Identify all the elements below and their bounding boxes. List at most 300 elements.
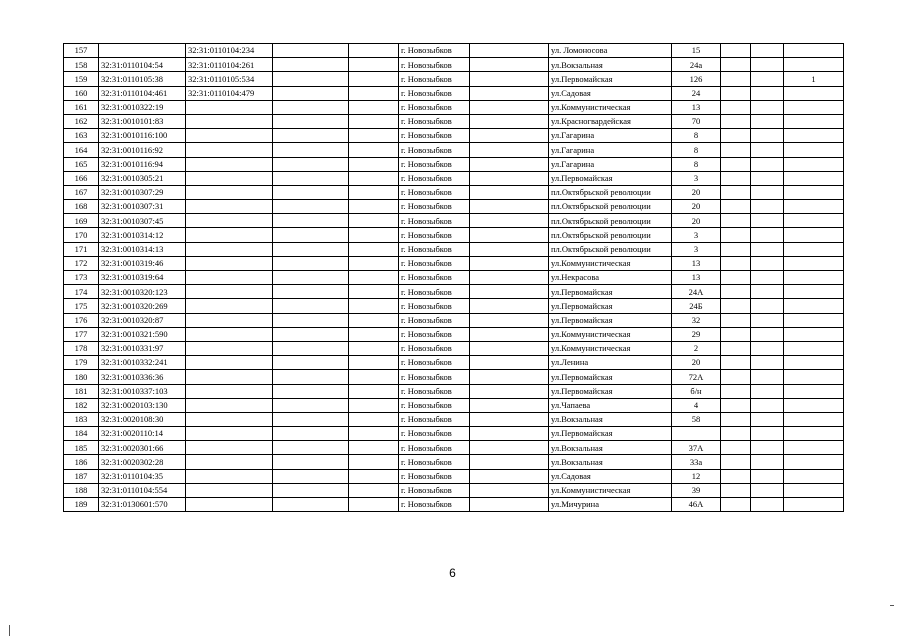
empty-cell xyxy=(349,271,399,285)
street-cell: ул.Мичурина xyxy=(549,498,672,512)
city-cell: г. Новозыбков xyxy=(399,313,470,327)
cadastral-number-2-cell xyxy=(186,427,273,441)
empty-cell xyxy=(470,72,549,86)
city-cell: г. Новозыбков xyxy=(399,370,470,384)
empty-cell xyxy=(349,412,399,426)
table-row xyxy=(64,157,844,171)
empty-cell xyxy=(349,100,399,114)
table-row xyxy=(64,256,844,270)
empty-cell xyxy=(470,185,549,199)
house-number-cell: 46А xyxy=(672,498,721,512)
table-row xyxy=(64,200,844,214)
row-number-cell: 174 xyxy=(64,285,99,299)
empty-cell xyxy=(721,412,751,426)
cadastral-number-2-cell xyxy=(186,129,273,143)
row-number-cell: 163 xyxy=(64,129,99,143)
empty-cell xyxy=(470,327,549,341)
empty-cell xyxy=(470,299,549,313)
cadastral-number-2-cell xyxy=(186,185,273,199)
extra-cell xyxy=(784,114,844,128)
empty-cell xyxy=(273,327,349,341)
empty-cell xyxy=(349,58,399,72)
street-cell: пл.Октябрьской революции xyxy=(549,185,672,199)
table-row xyxy=(64,455,844,469)
row-number-cell: 178 xyxy=(64,341,99,355)
city-cell: г. Новозыбков xyxy=(399,498,470,512)
empty-cell xyxy=(349,200,399,214)
house-number-cell: 3 xyxy=(672,171,721,185)
cadastral-number-cell: 32:31:0110104:461 xyxy=(99,86,186,100)
house-number-cell: 72А xyxy=(672,370,721,384)
table-row xyxy=(64,271,844,285)
city-cell: г. Новозыбков xyxy=(399,469,470,483)
street-cell: ул.Садовая xyxy=(549,86,672,100)
row-number-cell: 183 xyxy=(64,412,99,426)
extra-cell xyxy=(784,341,844,355)
empty-cell xyxy=(349,455,399,469)
empty-cell xyxy=(721,171,751,185)
row-number-cell: 170 xyxy=(64,228,99,242)
row-number-cell: 157 xyxy=(64,44,99,58)
table-row xyxy=(64,441,844,455)
row-number-cell: 158 xyxy=(64,58,99,72)
house-number-cell: 12 xyxy=(672,469,721,483)
cadastral-number-2-cell xyxy=(186,271,273,285)
empty-cell xyxy=(470,100,549,114)
empty-cell xyxy=(721,114,751,128)
row-number-cell: 169 xyxy=(64,214,99,228)
row-number-cell: 165 xyxy=(64,157,99,171)
house-number-cell: 24А xyxy=(672,285,721,299)
table-row xyxy=(64,171,844,185)
table-row xyxy=(64,356,844,370)
extra-cell xyxy=(784,441,844,455)
empty-cell xyxy=(751,427,784,441)
table-row xyxy=(64,299,844,313)
cadastral-number-2-cell xyxy=(186,242,273,256)
cadastral-number-cell: 32:31:0010101:83 xyxy=(99,114,186,128)
city-cell: г. Новозыбков xyxy=(399,171,470,185)
street-cell: пл.Октябрьской революции xyxy=(549,228,672,242)
empty-cell xyxy=(721,271,751,285)
house-number-cell xyxy=(672,427,721,441)
house-number-cell: 24а xyxy=(672,58,721,72)
city-cell: г. Новозыбков xyxy=(399,185,470,199)
city-cell: г. Новозыбков xyxy=(399,143,470,157)
city-cell: г. Новозыбков xyxy=(399,483,470,497)
empty-cell xyxy=(349,143,399,157)
cadastral-number-2-cell xyxy=(186,498,273,512)
house-number-cell: 33а xyxy=(672,455,721,469)
empty-cell xyxy=(273,143,349,157)
cadastral-number-cell: 32:31:0110105:38 xyxy=(99,72,186,86)
empty-cell xyxy=(721,370,751,384)
empty-cell xyxy=(470,412,549,426)
cadastral-number-cell: 32:31:0010307:45 xyxy=(99,214,186,228)
empty-cell xyxy=(349,242,399,256)
cadastral-number-cell: 32:31:0010321:590 xyxy=(99,327,186,341)
empty-cell xyxy=(470,256,549,270)
empty-cell xyxy=(470,242,549,256)
empty-cell xyxy=(721,441,751,455)
row-number-cell: 179 xyxy=(64,356,99,370)
house-number-cell: 3 xyxy=(672,228,721,242)
table-row xyxy=(64,100,844,114)
empty-cell xyxy=(349,256,399,270)
row-number-cell: 160 xyxy=(64,86,99,100)
empty-cell xyxy=(349,285,399,299)
empty-cell xyxy=(751,129,784,143)
cadastral-number-cell: 32:31:0010332:241 xyxy=(99,356,186,370)
row-number-cell: 181 xyxy=(64,384,99,398)
row-number-cell: 176 xyxy=(64,313,99,327)
row-number-cell: 172 xyxy=(64,256,99,270)
empty-cell xyxy=(721,44,751,58)
extra-cell xyxy=(784,129,844,143)
street-cell: ул.Вокзальная xyxy=(549,412,672,426)
table-row xyxy=(64,384,844,398)
city-cell: г. Новозыбков xyxy=(399,412,470,426)
empty-cell xyxy=(273,58,349,72)
empty-cell xyxy=(751,412,784,426)
cadastral-number-2-cell xyxy=(186,370,273,384)
cadastral-number-cell: 32:31:0110104:35 xyxy=(99,469,186,483)
table-row xyxy=(64,498,844,512)
empty-cell xyxy=(273,214,349,228)
street-cell: ул.Коммунистическая xyxy=(549,327,672,341)
cadastral-number-cell: 32:31:0010320:269 xyxy=(99,299,186,313)
empty-cell xyxy=(470,498,549,512)
extra-cell xyxy=(784,100,844,114)
table-body xyxy=(64,44,844,512)
empty-cell xyxy=(751,86,784,100)
city-cell: г. Новозыбков xyxy=(399,242,470,256)
city-cell: г. Новозыбков xyxy=(399,129,470,143)
city-cell: г. Новозыбков xyxy=(399,256,470,270)
table-row xyxy=(64,72,844,86)
street-cell: ул.Вокзальная xyxy=(549,58,672,72)
cadastral-number-2-cell: 32:31:0110105:534 xyxy=(186,72,273,86)
empty-cell xyxy=(273,129,349,143)
empty-cell xyxy=(721,100,751,114)
empty-cell xyxy=(273,483,349,497)
cadastral-number-cell: 32:31:0010307:29 xyxy=(99,185,186,199)
registry-table xyxy=(63,43,844,512)
empty-cell xyxy=(721,143,751,157)
city-cell: г. Новозыбков xyxy=(399,356,470,370)
street-cell: ул.Первомайская xyxy=(549,285,672,299)
empty-cell xyxy=(470,271,549,285)
empty-cell xyxy=(349,498,399,512)
cadastral-number-2-cell xyxy=(186,341,273,355)
empty-cell xyxy=(470,114,549,128)
table-row xyxy=(64,285,844,299)
empty-cell xyxy=(751,313,784,327)
empty-cell xyxy=(721,398,751,412)
house-number-cell: 13 xyxy=(672,271,721,285)
empty-cell xyxy=(751,171,784,185)
house-number-cell: 3 xyxy=(672,242,721,256)
extra-cell xyxy=(784,214,844,228)
extra-cell xyxy=(784,242,844,256)
street-cell: ул.Чапаева xyxy=(549,398,672,412)
empty-cell xyxy=(349,469,399,483)
house-number-cell: 8 xyxy=(672,157,721,171)
street-cell: ул.Некрасова xyxy=(549,271,672,285)
empty-cell xyxy=(470,427,549,441)
empty-cell xyxy=(721,498,751,512)
table-row xyxy=(64,44,844,58)
house-number-cell: 24 xyxy=(672,86,721,100)
table-row xyxy=(64,483,844,497)
city-cell: г. Новозыбков xyxy=(399,427,470,441)
city-cell: г. Новозыбков xyxy=(399,271,470,285)
cadastral-number-2-cell xyxy=(186,114,273,128)
street-cell: ул.Красногвардейская xyxy=(549,114,672,128)
empty-cell xyxy=(349,214,399,228)
street-cell: ул.Коммунистическая xyxy=(549,341,672,355)
empty-cell xyxy=(273,455,349,469)
cadastral-number-cell: 32:31:0010320:87 xyxy=(99,313,186,327)
cadastral-number-cell: 32:31:0010307:31 xyxy=(99,200,186,214)
empty-cell xyxy=(349,356,399,370)
empty-cell xyxy=(721,200,751,214)
table-row xyxy=(64,427,844,441)
empty-cell xyxy=(721,185,751,199)
house-number-cell: 4 xyxy=(672,398,721,412)
empty-cell xyxy=(721,157,751,171)
empty-cell xyxy=(470,441,549,455)
cadastral-number-2-cell xyxy=(186,398,273,412)
empty-cell xyxy=(721,285,751,299)
empty-cell xyxy=(470,455,549,469)
empty-cell xyxy=(751,285,784,299)
cadastral-number-cell: 32:31:0010116:94 xyxy=(99,157,186,171)
cadastral-number-2-cell xyxy=(186,256,273,270)
empty-cell xyxy=(470,86,549,100)
cadastral-number-2-cell xyxy=(186,171,273,185)
city-cell: г. Новозыбков xyxy=(399,228,470,242)
table-row xyxy=(64,214,844,228)
empty-cell xyxy=(751,72,784,86)
extra-cell xyxy=(784,171,844,185)
empty-cell xyxy=(273,256,349,270)
empty-cell xyxy=(349,171,399,185)
empty-cell xyxy=(349,341,399,355)
row-number-cell: 164 xyxy=(64,143,99,157)
table-row xyxy=(64,114,844,128)
empty-cell xyxy=(273,200,349,214)
empty-cell xyxy=(273,441,349,455)
cadastral-number-cell: 32:31:0010319:64 xyxy=(99,271,186,285)
empty-cell xyxy=(349,327,399,341)
empty-cell xyxy=(470,483,549,497)
cadastral-number-2-cell xyxy=(186,313,273,327)
street-cell: ул.Вокзальная xyxy=(549,455,672,469)
street-cell: ул.Первомайская xyxy=(549,171,672,185)
empty-cell xyxy=(751,185,784,199)
empty-cell xyxy=(273,384,349,398)
extra-cell xyxy=(784,228,844,242)
scan-mark xyxy=(9,625,10,636)
empty-cell xyxy=(470,214,549,228)
house-number-cell: 15 xyxy=(672,44,721,58)
extra-cell xyxy=(784,86,844,100)
empty-cell xyxy=(721,86,751,100)
empty-cell xyxy=(470,129,549,143)
row-number-cell: 167 xyxy=(64,185,99,199)
cadastral-number-cell: 32:31:0020110:14 xyxy=(99,427,186,441)
cadastral-number-cell: 32:31:0010305:21 xyxy=(99,171,186,185)
extra-cell xyxy=(784,370,844,384)
cadastral-number-cell: 32:31:0020108:30 xyxy=(99,412,186,426)
empty-cell xyxy=(751,356,784,370)
cadastral-number-2-cell xyxy=(186,100,273,114)
empty-cell xyxy=(721,455,751,469)
house-number-cell: б/н xyxy=(672,384,721,398)
empty-cell xyxy=(349,157,399,171)
empty-cell xyxy=(751,498,784,512)
table-row xyxy=(64,228,844,242)
empty-cell xyxy=(273,185,349,199)
city-cell: г. Новозыбков xyxy=(399,327,470,341)
cadastral-number-cell xyxy=(99,44,186,58)
empty-cell xyxy=(751,200,784,214)
row-number-cell: 185 xyxy=(64,441,99,455)
table-row xyxy=(64,469,844,483)
city-cell: г. Новозыбков xyxy=(399,285,470,299)
house-number-cell: 20 xyxy=(672,214,721,228)
city-cell: г. Новозыбков xyxy=(399,214,470,228)
empty-cell xyxy=(349,370,399,384)
empty-cell xyxy=(751,327,784,341)
cadastral-number-2-cell xyxy=(186,469,273,483)
extra-cell xyxy=(784,44,844,58)
empty-cell xyxy=(349,86,399,100)
cadastral-number-cell: 32:31:0020302:28 xyxy=(99,455,186,469)
empty-cell xyxy=(751,271,784,285)
extra-cell xyxy=(784,356,844,370)
empty-cell xyxy=(349,299,399,313)
empty-cell xyxy=(721,313,751,327)
empty-cell xyxy=(470,157,549,171)
empty-cell xyxy=(751,455,784,469)
empty-cell xyxy=(751,214,784,228)
empty-cell xyxy=(349,427,399,441)
street-cell: ул.Первомайская xyxy=(549,299,672,313)
empty-cell xyxy=(349,313,399,327)
cadastral-number-cell: 32:31:0010322:19 xyxy=(99,100,186,114)
street-cell: ул. Ломоносова xyxy=(549,44,672,58)
cadastral-number-cell: 32:31:0020103:130 xyxy=(99,398,186,412)
cadastral-number-cell: 32:31:0010116:92 xyxy=(99,143,186,157)
city-cell: г. Новозыбков xyxy=(399,100,470,114)
cadastral-number-2-cell xyxy=(186,455,273,469)
cadastral-number-cell: 32:31:0010314:13 xyxy=(99,242,186,256)
empty-cell xyxy=(349,114,399,128)
city-cell: г. Новозыбков xyxy=(399,341,470,355)
empty-cell xyxy=(470,370,549,384)
empty-cell xyxy=(273,100,349,114)
empty-cell xyxy=(721,299,751,313)
cadastral-number-cell: 32:31:0010320:123 xyxy=(99,285,186,299)
cadastral-number-2-cell xyxy=(186,356,273,370)
empty-cell xyxy=(751,256,784,270)
extra-cell xyxy=(784,313,844,327)
row-number-cell: 177 xyxy=(64,327,99,341)
empty-cell xyxy=(721,327,751,341)
empty-cell xyxy=(751,58,784,72)
street-cell: ул.Первомайская xyxy=(549,72,672,86)
row-number-cell: 168 xyxy=(64,200,99,214)
empty-cell xyxy=(751,299,784,313)
empty-cell xyxy=(273,370,349,384)
empty-cell xyxy=(349,129,399,143)
empty-cell xyxy=(721,72,751,86)
empty-cell xyxy=(751,100,784,114)
row-number-cell: 180 xyxy=(64,370,99,384)
city-cell: г. Новозыбков xyxy=(399,455,470,469)
table-row xyxy=(64,327,844,341)
empty-cell xyxy=(273,242,349,256)
empty-cell xyxy=(470,143,549,157)
empty-cell xyxy=(751,157,784,171)
city-cell: г. Новозыбков xyxy=(399,384,470,398)
empty-cell xyxy=(751,398,784,412)
cadastral-number-2-cell xyxy=(186,412,273,426)
extra-cell xyxy=(784,285,844,299)
empty-cell xyxy=(751,370,784,384)
row-number-cell: 159 xyxy=(64,72,99,86)
cadastral-number-cell: 32:31:0010336:36 xyxy=(99,370,186,384)
cadastral-number-cell: 32:31:0130601:570 xyxy=(99,498,186,512)
empty-cell xyxy=(751,341,784,355)
empty-cell xyxy=(470,341,549,355)
cadastral-number-2-cell xyxy=(186,200,273,214)
table-row xyxy=(64,370,844,384)
table-row xyxy=(64,242,844,256)
house-number-cell: 8 xyxy=(672,143,721,157)
empty-cell xyxy=(349,185,399,199)
empty-cell xyxy=(273,469,349,483)
cadastral-number-2-cell xyxy=(186,327,273,341)
city-cell: г. Новозыбков xyxy=(399,299,470,313)
empty-cell xyxy=(470,469,549,483)
table-row xyxy=(64,398,844,412)
house-number-cell: 32 xyxy=(672,313,721,327)
empty-cell xyxy=(721,427,751,441)
cadastral-number-2-cell xyxy=(186,214,273,228)
empty-cell xyxy=(751,469,784,483)
house-number-cell: 126 xyxy=(672,72,721,86)
cadastral-number-2-cell: 32:31:0110104:261 xyxy=(186,58,273,72)
extra-cell xyxy=(784,498,844,512)
street-cell: ул.Гагарина xyxy=(549,129,672,143)
empty-cell xyxy=(273,86,349,100)
empty-cell xyxy=(721,469,751,483)
table-row xyxy=(64,86,844,100)
row-number-cell: 162 xyxy=(64,114,99,128)
empty-cell xyxy=(751,44,784,58)
cadastral-number-2-cell xyxy=(186,441,273,455)
extra-cell xyxy=(784,58,844,72)
cadastral-number-cell: 32:31:0010319:46 xyxy=(99,256,186,270)
empty-cell xyxy=(273,412,349,426)
empty-cell xyxy=(349,72,399,86)
row-number-cell: 184 xyxy=(64,427,99,441)
empty-cell xyxy=(470,44,549,58)
extra-cell xyxy=(784,398,844,412)
